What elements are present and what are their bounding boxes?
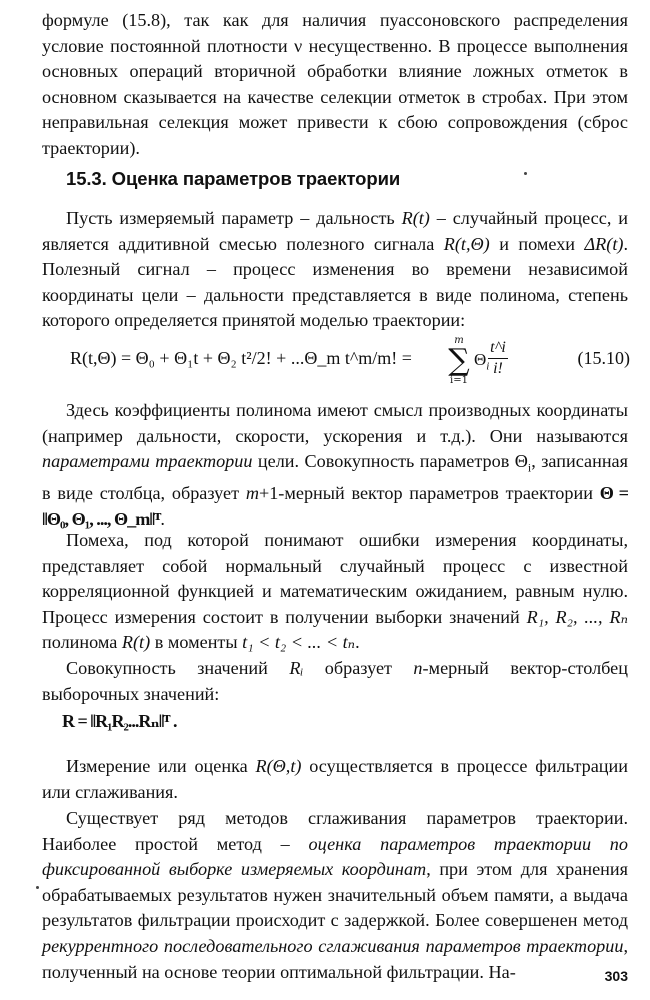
theta-subscript: i [486,360,490,373]
text-run: +1-мерный вектор параметров траектории [258,483,600,504]
paragraph-text: формуле (15.8), так как для наличия пуассоновского распределения условие постоянной плотности ν несущественно. В процессе выполнения основных операций вторичной обработки влияние ложных отметок в основном сказывается на качестве селекции отметок в стробах. При этом неправильная селекция может привести к сбою сопровождения (сброс траектории). [42,10,628,158]
text-run: , записанная в виде столбца, образует [42,451,628,504]
math-inline: n [413,658,423,678]
text-run: осуществляется в процессе фильтрации или сглаживания. [42,756,629,802]
sum-upper-limit: m [454,335,464,346]
vector-equation [62,711,177,732]
text-run: Измерение или оценка [66,756,256,776]
emphasis: рекуррентного последовательного сглаживания параметров траектории [42,935,624,956]
paragraph-continued [42,8,628,162]
equation-lhs: R(t,Θ) = Θ₀ + Θ₁t + Θ₂ t²/2! + ...Θ_m t^m/m! = [70,348,412,368]
math-inline: R(t,Θ) [443,233,490,254]
emphasis: оценка параметров траектории по фиксированной выборке измеряемых координат [42,833,628,880]
scan-speck [524,172,527,175]
text-run: полинома [42,632,122,653]
paragraph-1 [42,206,628,334]
text-run: Здесь коэффициенты полинома имеют смысл производных координаты (например дальности, скорости, ускорения и т.д.). Они называются [42,400,628,446]
text-run: образует [303,658,414,678]
emphasis: параметрами траектории [42,451,253,472]
text-run: -мерный вектор-столбец выборочных значений: [42,658,628,704]
paragraph-5 [42,754,628,805]
text-run: Существует ряд методов сглаживания параметров траектории. Наиболее простой метод – [42,808,628,854]
subscript: i [527,460,532,475]
vector-theta: Θ = ‖Θ₀, Θ₁, ..., Θ_m‖ᵀ [42,483,628,530]
equation-number: (15.10) [577,348,630,368]
text-run: в моменты [150,632,243,653]
text-run: , при этом для хранения обрабатываемых результатов нужен значительный объем памяти, а выдача результатов фильтрации происходит с задержкой. Более совершенен метод [42,859,628,931]
sum-sign: ∑ [448,343,470,378]
text-run: Пусть измеряемый параметр – дальность [66,208,402,228]
math-inline: t₁ < t₂ < ... < tₙ [242,632,356,653]
math-inline: R(t) [121,632,151,653]
math-inline: R(Θ,t) [255,756,302,776]
text-run: Совокупность значений [66,658,290,678]
text-run: , полученный на основе теории оптимальной фильтрации. На- [42,935,628,982]
text-run: . [355,632,360,653]
fraction [488,338,508,379]
theta-symbol: Θ [474,350,487,369]
sum-lower-limit: i=1 [450,375,468,386]
text-run: цели. Совокупность параметров Θ [252,451,528,472]
section-heading: 15.3. Оценка параметров траектории [66,168,401,189]
equation-15-10 [70,336,630,392]
sum-operator [444,336,474,386]
text-run: . [160,509,165,530]
text-run: – случайный процесс, и является аддитивной смесью полезного сигнала [42,208,628,254]
paragraph-2 [42,398,628,533]
text-run: . Полезный сигнал – процесс изменения во времени независимой координаты цели – дальности представляется в виде полинома, степень которого определяется принятой моделью траектории: [42,233,628,331]
paragraph-6 [42,806,628,985]
math-inline: m [245,483,259,504]
vector-r: R = ‖R₁R₂...Rₙ‖ᵀ . [62,711,177,731]
math-inline: R(t) [401,208,430,228]
math-inline: ΔR(t) [584,233,624,254]
paragraph-3 [42,528,628,656]
fraction-numerator: t^i [488,338,508,359]
text-run: и помехи [489,233,585,254]
text-run: Помеха, под которой понимают ошибки измерения координаты, представляет собой нормальный случайный процесс с известной корреляционной функцией и математическим ожиданием, равным нулю. Процесс измерения состоит в получении выборки значений [42,530,628,627]
paragraph-4 [42,656,628,707]
scan-speck [36,886,39,889]
math-inline: Rᵢ [289,658,304,678]
page-number: 303 [604,968,628,984]
fraction-denominator: i! [493,360,503,377]
math-inline: R₁, R₂, ..., Rₙ [526,606,628,627]
